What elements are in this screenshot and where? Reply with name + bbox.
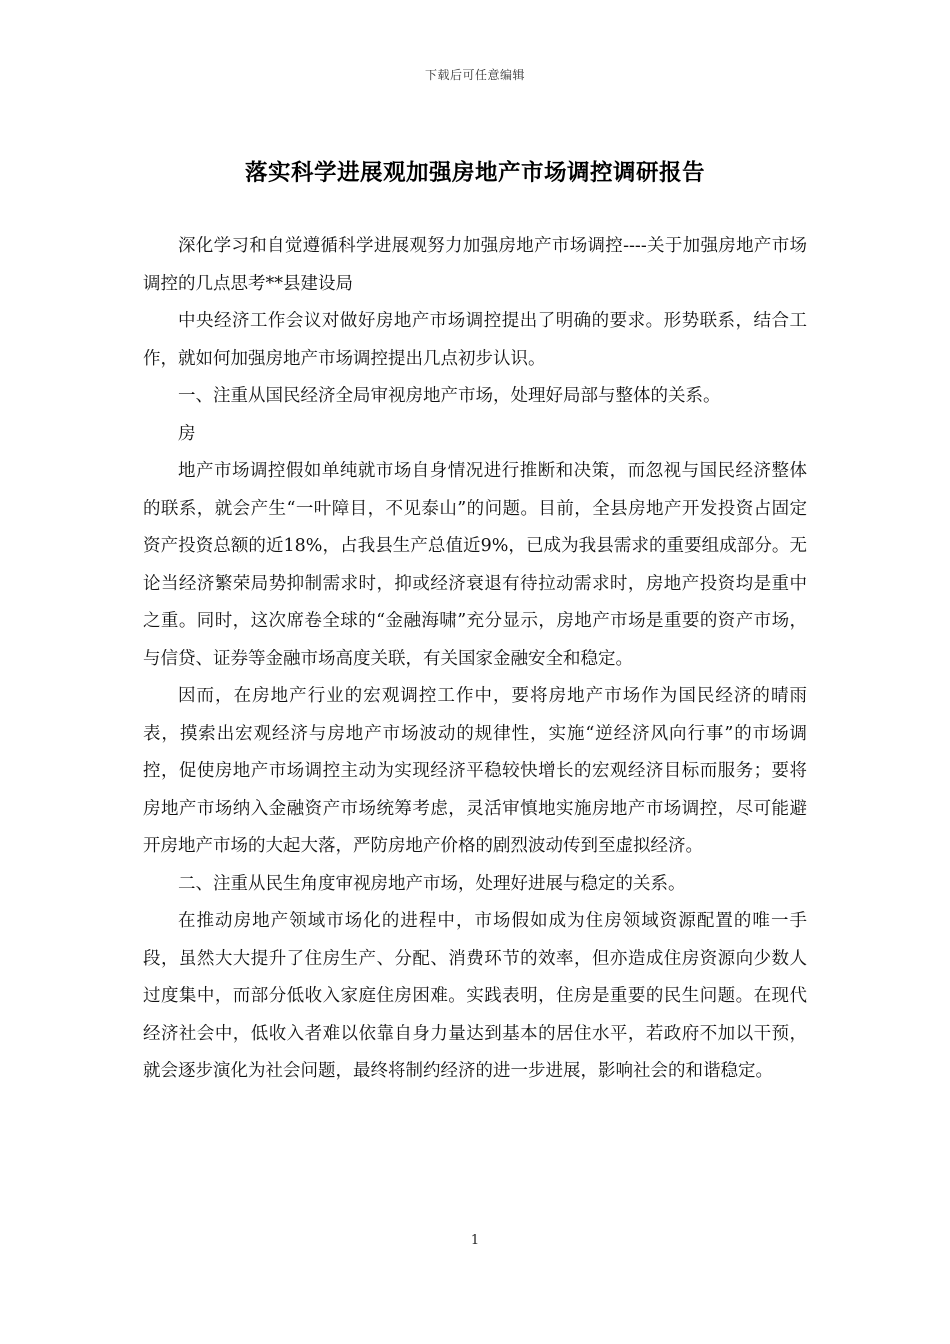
header-note: 下载后可任意编辑 — [424, 68, 525, 82]
document-body — [143, 228, 807, 1091]
page-number: 1 — [470, 1233, 480, 1248]
paragraph-fragment: 房 — [178, 423, 196, 444]
section-heading-2: 二、注重从民生角度审视房地产市场，处理好进展与稳定的关系。 — [178, 873, 686, 894]
paragraph: 因而，在房地产行业的宏观调控工作中，要将房地产市场作为国民经济的晴雨表，摸索出宏观经济与房地产市场波动的规律性，实施“逆经济风向行事”的市场调控，促使房地产市场调控主动为实现经济平稳较快增长的宏观经济目标而服务；要将房地产市场纳入金融资产市场统筹考虑，灵活审慎地实施房地产市场调控，尽可能避开房地产市场的大起大落，严防房地产价格的剧烈波动传到至虚拟经济。 — [143, 686, 807, 856]
paragraph-subtitle: 深化学习和自觉遵循科学进展观努力加强房地产市场调控----关于加强房地产市场调控的几点思考**县建设局 — [143, 236, 807, 294]
paragraph-intro: 中央经济工作会议对做好房地产市场调控提出了明确的要求。形势联系，结合工作，就如何加强房地产市场调控提出几点初步认识。 — [143, 311, 807, 369]
document-title: 落实科学进展观加强房地产市场调控调研报告 — [244, 160, 705, 186]
section-heading-1: 一、注重从国民经济全局审视房地产市场，处理好局部与整体的关系。 — [178, 386, 721, 406]
paragraph: 在推动房地产领域市场化的进程中，市场假如成为住房领域资源配置的唯一手段，虽然大大提升了住房生产、分配、消费环节的效率，但亦造成住房资源向少数人过度集中，而部分低收入家庭住房困难。实践表明，住房是重要的民生问题。在现代经济社会中，低收入者难以依靠自身力量达到基本的居住水平，若政府不加以干预，就会逐步演化为社会问题，最终将制约经济的进一步进展，影响社会的和谐稳定。 — [143, 911, 807, 1081]
paragraph: 地产市场调控假如单纯就市场自身情况进行推断和决策，而忽视与国民经济整体的联系，就会产生“一叶障目，不见泰山”的问题。目前，全县房地产开发投资占固定资产投资总额的近18%，占我县生产总值近9%，已成为我县需求的重要组成部分。无论当经济繁荣局势抑制需求时，抑或经济衰退有待拉动需求时，房地产投资均是重中之重。同时，这次席卷全球的“金融海啸”充分显示，房地产市场是重要的资产市场，与信贷、证券等金融市场高度关联，有关国家金融安全和稳定。 — [143, 461, 807, 669]
